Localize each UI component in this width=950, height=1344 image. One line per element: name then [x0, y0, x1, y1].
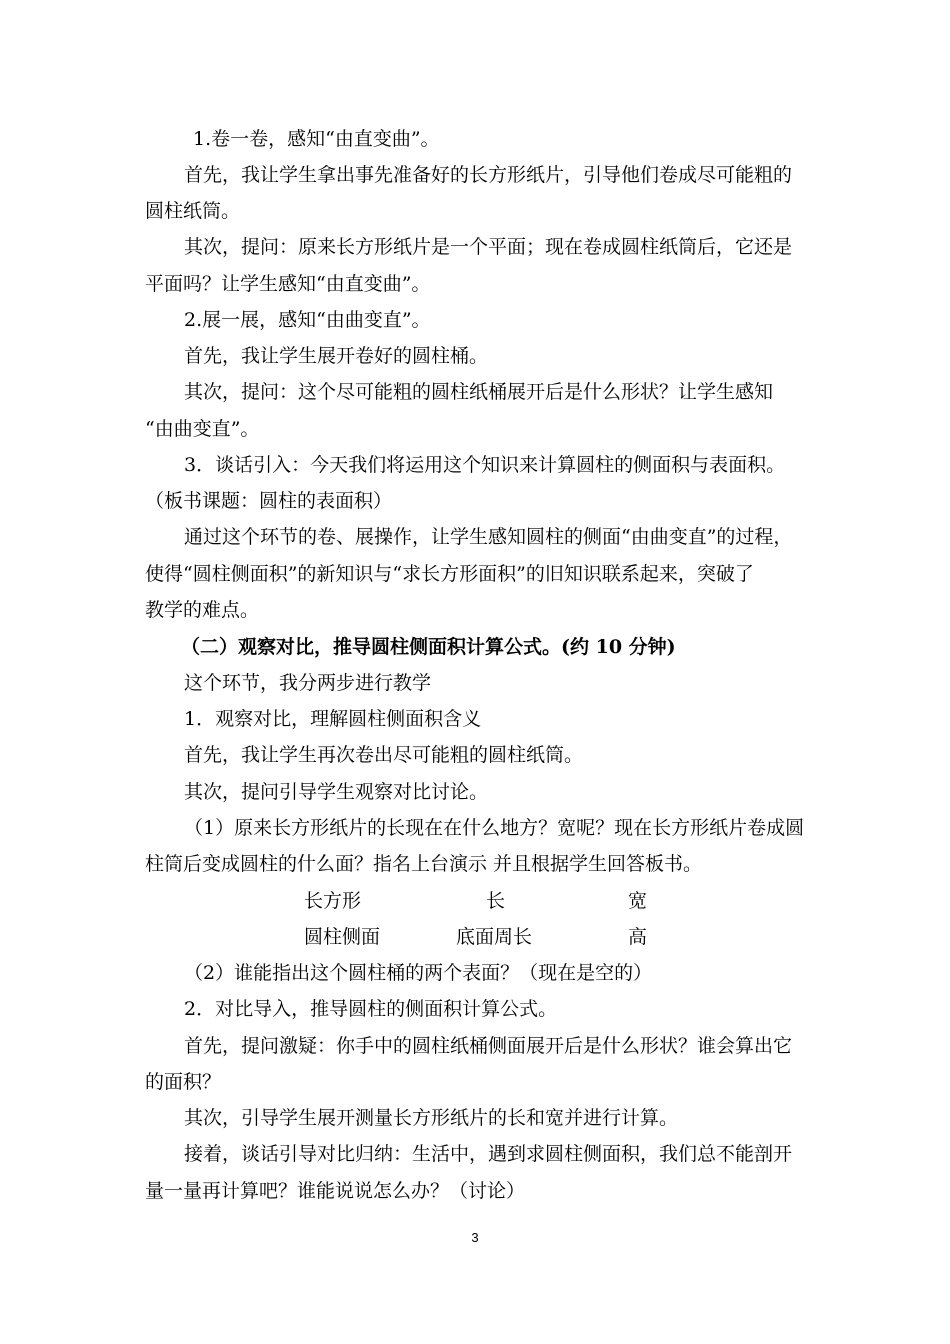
- paragraph-line: 首先，提问激疑：你手中的圆柱纸桶侧面展开后是什么形状？谁会算出它: [184, 1035, 793, 1057]
- paragraph-line: 的面积？: [145, 1071, 222, 1093]
- paragraph-line: （2）谁能指出这个圆柱桶的两个表面？（现在是空的）: [184, 962, 653, 984]
- board-cell: 圆柱侧面: [304, 926, 381, 948]
- paragraph-line: 首先，我让学生拿出事先准备好的长方形纸片，引导他们卷成尽可能粗的: [184, 164, 793, 186]
- section-heading: （二）观察对比，推导圆柱侧面积计算公式。(约 10 分钟): [181, 636, 676, 658]
- paragraph-line: 其次，提问引导学生观察对比讨论。: [184, 781, 489, 803]
- paragraph-line: 教学的难点。: [145, 599, 260, 621]
- board-cell: 宽: [628, 890, 648, 912]
- paragraph-line: 通过这个环节的卷、展操作，让学生感知圆柱的侧面“由曲变直”的过程，: [184, 526, 793, 548]
- subsection-heading: 1．观察对比，理解圆柱侧面积含义: [184, 708, 482, 730]
- paragraph-line: 其次，引导学生展开测量长方形纸片的长和宽并进行计算。: [184, 1107, 679, 1129]
- paragraph-line: 使得“圆柱侧面积”的新知识与“求长方形面积”的旧知识联系起来，突破了: [145, 563, 754, 585]
- paragraph-line: 柱筒后变成圆柱的什么面？指名上台演示 并且根据学生回答板书。: [145, 853, 703, 875]
- paragraph-line: 圆柱纸筒。: [145, 200, 241, 222]
- board-cell: 长方形: [304, 890, 362, 912]
- step-1-heading: 1.卷一卷，感知“由直变曲”。: [193, 128, 440, 150]
- paragraph-line: 其次，提问：这个尽可能粗的圆柱纸桶展开后是什么形状？让学生感知: [184, 381, 774, 403]
- paragraph-line: 接着，谈话引导对比归纳：生活中，遇到求圆柱侧面积，我们总不能剖开: [184, 1143, 793, 1165]
- paragraph-line: 这个环节，我分两步进行教学: [184, 672, 432, 694]
- paragraph-line: “由曲变直”。: [145, 418, 260, 440]
- page-number: 3: [471, 1230, 479, 1245]
- board-cell: 长: [486, 890, 506, 912]
- paragraph-line: 平面吗？让学生感知“由直变曲”。: [145, 273, 431, 295]
- step-3-heading: 3．谈话引入：今天我们将运用这个知识来计算圆柱的侧面积与表面积。: [184, 454, 786, 476]
- paragraph-line: 其次，提问：原来长方形纸片是一个平面；现在卷成圆柱纸筒后，它还是: [184, 236, 793, 258]
- paragraph-line: 量一量再计算吧？谁能说说怎么办？（讨论）: [145, 1180, 526, 1202]
- board-cell: 底面周长: [456, 926, 533, 948]
- board-title-note: （板书课题：圆柱的表面积）: [145, 490, 393, 512]
- paragraph-line: （1）原来长方形纸片的长现在在什么地方？宽呢？现在长方形纸片卷成圆: [184, 817, 805, 839]
- step-2-heading: 2.展一展，感知“由曲变直”。: [184, 309, 431, 331]
- paragraph-line: 首先，我让学生展开卷好的圆柱桶。: [184, 345, 489, 367]
- board-cell: 高: [628, 926, 648, 948]
- subsection-heading: 2．对比导入，推导圆柱的侧面积计算公式。: [184, 998, 558, 1020]
- paragraph-line: 首先，我让学生再次卷出尽可能粗的圆柱纸筒。: [184, 744, 584, 766]
